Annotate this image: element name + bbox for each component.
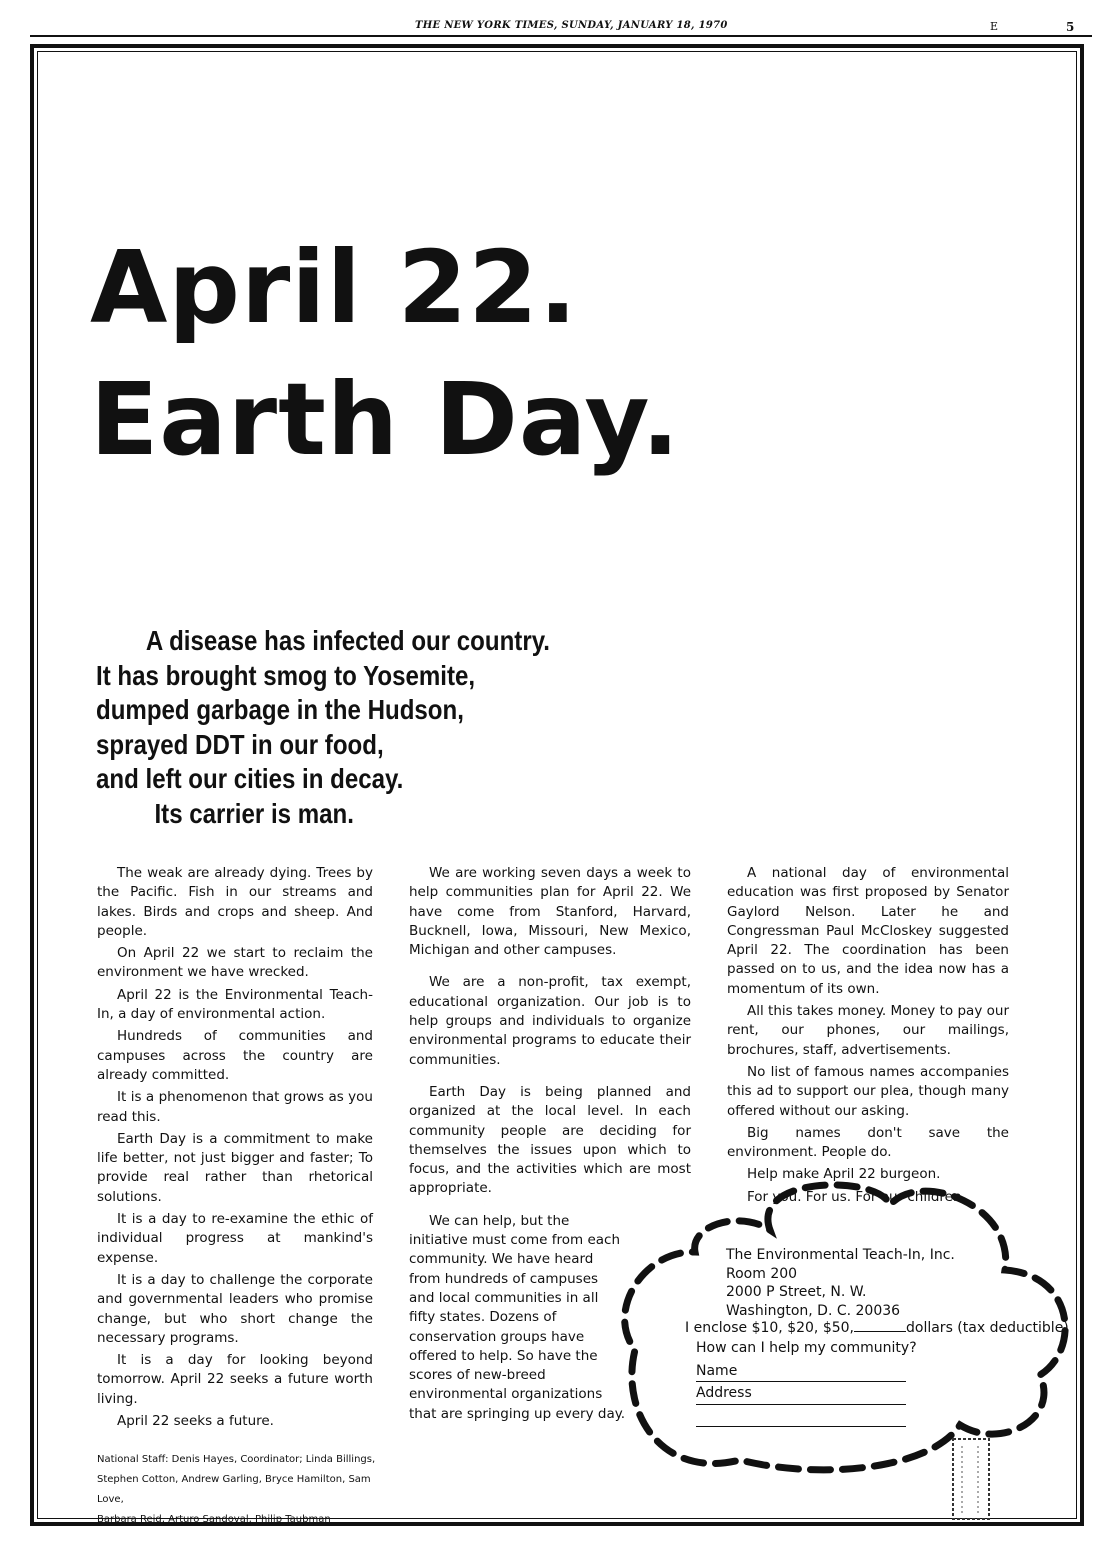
- paragraph: Earth Day is being planned and organized at the local level. In each community people are deciding for themselves the issues upon which to focus, and the activities which are most appropriate.: [409, 1083, 691, 1197]
- coupon-city: Washington, D. C. 20036: [726, 1302, 901, 1319]
- paragraph: Big names don't save the environment. People do.: [727, 1124, 1009, 1161]
- coupon-form: [696, 1337, 917, 1427]
- body-column-1: [97, 864, 373, 1434]
- paragraph: For you. For us. For our children.: [747, 1188, 966, 1205]
- paragraph: A national day of environmental education was first proposed by Senator Gaylord Nelson. Later he and Congressman Paul McCloskey suggested April 22. The coordination has been passed on to us, and the idea now has a momentum of its own.: [727, 865, 1009, 997]
- body-column-3: [727, 864, 1009, 1210]
- section-letter: E: [990, 20, 999, 33]
- subhead-line: A disease has infected our country.: [145, 625, 550, 656]
- paragraph: Hundreds of communities and campuses across the country are already committed.: [97, 1028, 373, 1083]
- name-label: Name: [696, 1362, 738, 1379]
- pledge-line: [685, 1319, 1069, 1338]
- pledge-prefix: I enclose $10, $20, $50,: [685, 1320, 854, 1336]
- amount-blank[interactable]: [854, 1331, 906, 1332]
- coupon-question: How can I help my community?: [696, 1340, 917, 1356]
- masthead: THE NEW YORK TIMES, SUNDAY, JANUARY 18, 1970: [415, 20, 728, 31]
- paragraph: It is a day to challenge the corporate and governmental leaders who promise change, but who short change the necessary programs.: [97, 1271, 373, 1346]
- smokestack-drawing: [950, 1436, 992, 1522]
- coupon-org: The Environmental Teach-In, Inc.: [726, 1247, 955, 1263]
- coupon-room: Room 200: [726, 1265, 798, 1282]
- pledge-suffix: dollars (tax deductible): [906, 1320, 1069, 1336]
- paragraph: On April 22 we start to reclaim the environment we have wrecked.: [97, 945, 373, 981]
- paragraph: April 22 is the Environmental Teach-In, a day of environmental action.: [97, 986, 373, 1023]
- paragraph: April 22 seeks a future.: [117, 1413, 274, 1430]
- staff-line: National Staff: Denis Hayes, Coordinator; Linda Billings,: [97, 1454, 376, 1465]
- staff-line: Barbara Reid, Arturo Sandoval, Philip Taubman: [97, 1514, 331, 1525]
- subhead-line: and left our cities in decay.: [96, 763, 404, 794]
- subhead: [96, 624, 550, 831]
- paragraph: Help make April 22 burgeon.: [747, 1166, 941, 1183]
- paragraph: All this takes money. Money to pay our rent, our phones, our mailings, brochures, staff, advertisements.: [727, 1003, 1009, 1058]
- page-number: 5: [1066, 20, 1075, 34]
- address-field[interactable]: [696, 1382, 906, 1405]
- paragraph: We are working seven days a week to help communities plan for April 22. We have come from Stanford, Harvard, Bucknell, Iowa, Missouri, New Mexico, Michigan and other campuses.: [409, 865, 691, 959]
- address-field-line-2[interactable]: [696, 1405, 906, 1428]
- paragraph: It is a day for looking beyond tomorrow. April 22 seeks a future worth living.: [97, 1352, 373, 1407]
- paragraph: It is a phenomenon that grows as you read this.: [97, 1089, 373, 1125]
- staff-line: Stephen Cotton, Andrew Garling, Bryce Hamilton, Sam Love,: [97, 1474, 371, 1505]
- name-field[interactable]: [696, 1360, 906, 1383]
- subhead-line: It has brought smog to Yosemite,: [96, 659, 476, 691]
- paragraph: Earth Day is a commitment to make life better, not just bigger and faster; To provide real rather than rhetorical solutions.: [97, 1130, 373, 1205]
- coupon-address: [726, 1246, 955, 1320]
- headline-date: April 22.: [90, 229, 578, 346]
- paragraph: We can help, but the initiative must come from each community. We have heard from hundreds of campuses and local communities in all fifty states. Dozens of conservation groups have offered to help. So have the scores of new-breed environmental organizations that are springing up every day.: [409, 1212, 626, 1422]
- paragraph: It is a day to re-examine the ethic of individual progress at mankind's expense.: [97, 1211, 373, 1266]
- subhead-line: dumped garbage in the Hudson,: [96, 694, 464, 725]
- subhead-line: sprayed DDT in our food,: [96, 728, 384, 760]
- headline: [90, 222, 680, 486]
- header-rule: [30, 35, 1092, 37]
- coupon-street: 2000 P Street, N. W.: [726, 1284, 867, 1301]
- paragraph: No list of famous names accompanies this ad to support our plea, though many offered without our asking.: [727, 1063, 1009, 1119]
- paragraph: We are a non-profit, tax exempt, educational organization. Our job is to help groups and individuals to organize environmental programs to educate their communities.: [409, 974, 691, 1068]
- subhead-line: Its carrier is man.: [154, 797, 354, 829]
- staff-credits: [97, 1450, 382, 1530]
- address-label: Address: [696, 1385, 752, 1401]
- headline-title: Earth Day.: [90, 361, 681, 478]
- paragraph: The weak are already dying. Trees by the Pacific. Fish in our streams and lakes. Birds and crops and sheep. And people.: [97, 865, 373, 939]
